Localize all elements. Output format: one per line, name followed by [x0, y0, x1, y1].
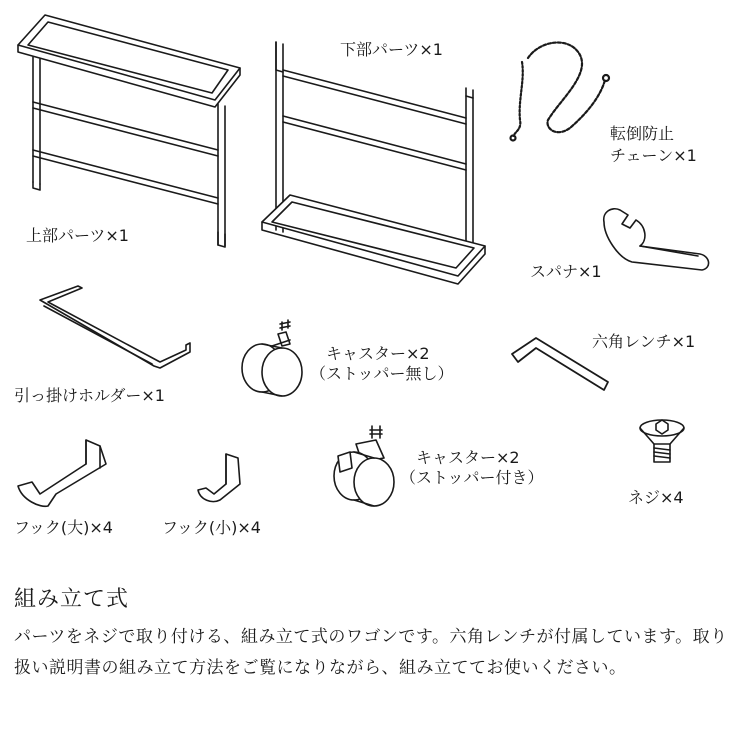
label-hook-small: フック(小)×4 — [162, 518, 261, 537]
label-chain-line1: 転倒防止 — [610, 124, 675, 143]
caster-stopper-drawing — [334, 426, 394, 506]
spanner-drawing — [604, 209, 709, 270]
section-description: パーツをネジで取り付ける、組み立て式のワゴンです。六角レンチが付属しています。取り扱い説明書の組み立て方法をご覧になりながら、組み立ててお使いください。 — [14, 627, 728, 678]
label-hook-large: フック(大)×4 — [14, 518, 113, 537]
hanging-holder-drawing — [40, 286, 190, 368]
label-caster-stopper-line1: キャスター×2 — [416, 448, 520, 467]
screw-drawing — [640, 420, 684, 462]
label-screw: ネジ×4 — [628, 488, 684, 507]
label-caster-no-stopper-line1: キャスター×2 — [326, 344, 430, 363]
hook-large-drawing — [18, 440, 106, 506]
label-hanging-holder: 引っ掛けホルダー×1 — [14, 386, 165, 405]
label-chain-line2: チェーン×1 — [610, 146, 697, 165]
label-upper-part: 上部パーツ×1 — [26, 226, 129, 245]
label-hex-wrench: 六角レンチ×1 — [592, 332, 696, 351]
label-lower-part: 下部パーツ×1 — [340, 40, 443, 59]
section-title: 組み立て式 — [14, 587, 130, 612]
lower-part-drawing — [262, 42, 485, 284]
caster-no-stopper-drawing — [242, 320, 302, 396]
label-spanner: スパナ×1 — [530, 262, 602, 281]
label-caster-no-stopper-line2: （ストッパー無し） — [310, 364, 454, 383]
label-caster-stopper-line2: （ストッパー付き） — [400, 468, 544, 487]
chain-drawing — [511, 43, 610, 141]
upper-part-drawing — [18, 15, 240, 247]
hook-small-drawing — [198, 454, 240, 502]
